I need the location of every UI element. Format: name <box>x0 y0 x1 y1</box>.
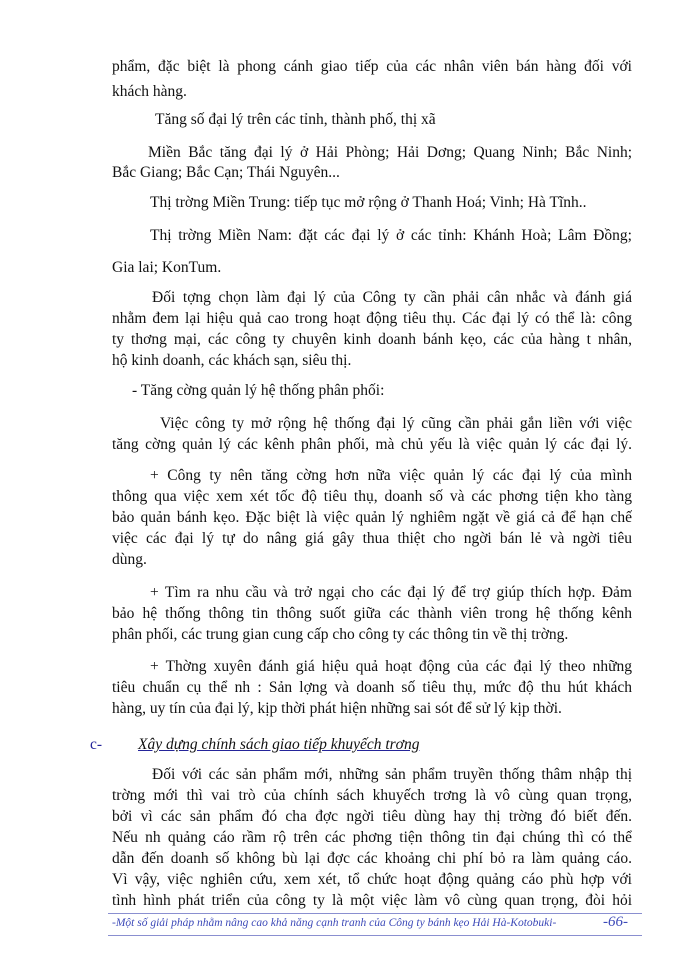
text-line: ty thơng mại, các công ty chuyên kinh doanh bánh kẹo, các của hàng t nhân, <box>112 331 632 348</box>
text-line: + Công ty nên tăng cờng hơn nữa việc quản lý các đại lý của mình <box>150 467 632 484</box>
text-line: Gia lai; KonTum. <box>112 259 222 276</box>
text-line: trờng mới thì vai trò của chính sách khuyếch trơng là vô cùng quan trọng, <box>112 787 632 804</box>
footer-rule-top <box>108 913 642 914</box>
text-line: dùng. <box>112 551 147 568</box>
text-line: tình hình phát triển của công ty là một việc làm vô cùng quan trọng, đòi hỏi <box>112 892 632 909</box>
text-line: thông qua việc xem xét tốc độ tiêu thụ, doanh số và các phơng tiện kho tàng <box>112 488 632 505</box>
text-line: Việc công ty mở rộng hệ thống đại lý cũng cần phải gắn liền với việc <box>160 415 632 432</box>
page-footer: -Một số giải pháp nhằm nâng cao khả năng cạnh tranh của Công ty bánh kẹo Hải Hà-Kotobuki- <box>112 917 557 929</box>
text-line: bảo hệ thống thông tin thông suốt giữa các thành viên trong hệ thống kênh <box>112 605 632 622</box>
text-line: Tăng số đại lý trên các tỉnh, thành phố, thị xã <box>155 111 436 128</box>
text-line: Miền Bắc tăng đại lý ở Hải Phòng; Hải Dơng; Quang Ninh; Bắc Ninh; <box>148 144 632 161</box>
text-line: việc các đại lý tự do nâng giá gây thua thiệt cho ngời bán lẻ và ngời tiêu <box>112 530 632 547</box>
text-line: + Tìm ra nhu cầu và trở ngại cho các đại lý để trợ giúp thích hợp. Đảm <box>150 584 632 601</box>
text-line: Bắc Giang; Bắc Cạn; Thái Nguyên... <box>112 164 340 181</box>
text-line: dẫn đến doanh số không bù lại đợc các khoảng chi phí bỏ ra làm quảng cáo. <box>112 850 632 867</box>
text-line: bảo quản bánh kẹo. Đặc biệt là việc quản lý nghiêm ngặt về giá cả để hạn chế <box>112 509 632 526</box>
text-line: Vì vậy, việc nghiên cứu, xem xét, tổ chức hoạt động quảng cáo phù hợp với <box>112 871 632 888</box>
text-line: + Thờng xuyên đánh giá hiệu quả hoạt động của các đại lý theo những <box>150 658 632 675</box>
text-line: Nếu nh quảng cáo rầm rộ trên các phơng tiện thông tin đại chúng thì có thể <box>112 829 632 846</box>
text-line: nhằm đem lại hiệu quả cao trong hoạt động tiêu thụ. Các đại lý có thể là: công <box>112 310 632 327</box>
text-line: phân phối, các trung gian cung cấp cho công ty các thông tin về thị trờng. <box>112 626 569 643</box>
section-heading: Xây dựng chính sách giao tiếp khuyếch trơng <box>138 736 420 753</box>
text-line: Đối với các sản phẩm mới, những sản phẩm truyền thống thâm nhập thị <box>152 766 632 783</box>
text-line: hộ kinh doanh, các khách sạn, siêu thị. <box>112 352 352 369</box>
text-line: khách hàng. <box>112 83 187 100</box>
text-line: tăng cờng quản lý các kênh phân phối, mà chủ yếu là việc quản lý các đại lý. <box>112 436 632 453</box>
text-line: Thị trờng Miền Nam: đặt các đại lý ở các tỉnh: Khánh Hoà; Lâm Đồng; <box>150 227 632 244</box>
text-line: - Tăng cờng quản lý hệ thống phân phối: <box>132 382 385 399</box>
text-line: Thị trờng Miền Trung: tiếp tục mở rộng ở Thanh Hoá; Vinh; Hà Tĩnh.. <box>150 194 587 211</box>
text-line: tiêu chuẩn cụ thể nh : Sản lợng và doanh số tiêu thụ, mức độ thu hút khách <box>112 679 632 696</box>
footer-rule-bottom <box>108 935 642 936</box>
text-line: hàng, uy tín của đại lý, kịp thời phát hiện những sai sót để sử lý kịp thời. <box>112 700 562 717</box>
text-line: bởi vì các sản phẩm đó cha đợc ngời tiêu dùng hay thị trờng đó biết đến. <box>112 808 632 825</box>
section-label: c- <box>90 736 103 753</box>
text-line: phẩm, đặc biệt là phong cánh giao tiếp của các nhân viên bán hàng đối với <box>112 58 632 75</box>
text-line: Đối tợng chọn làm đại lý của Công ty cần phải cân nhắc và đánh giá <box>152 289 632 306</box>
page-number: -66- <box>603 914 628 930</box>
